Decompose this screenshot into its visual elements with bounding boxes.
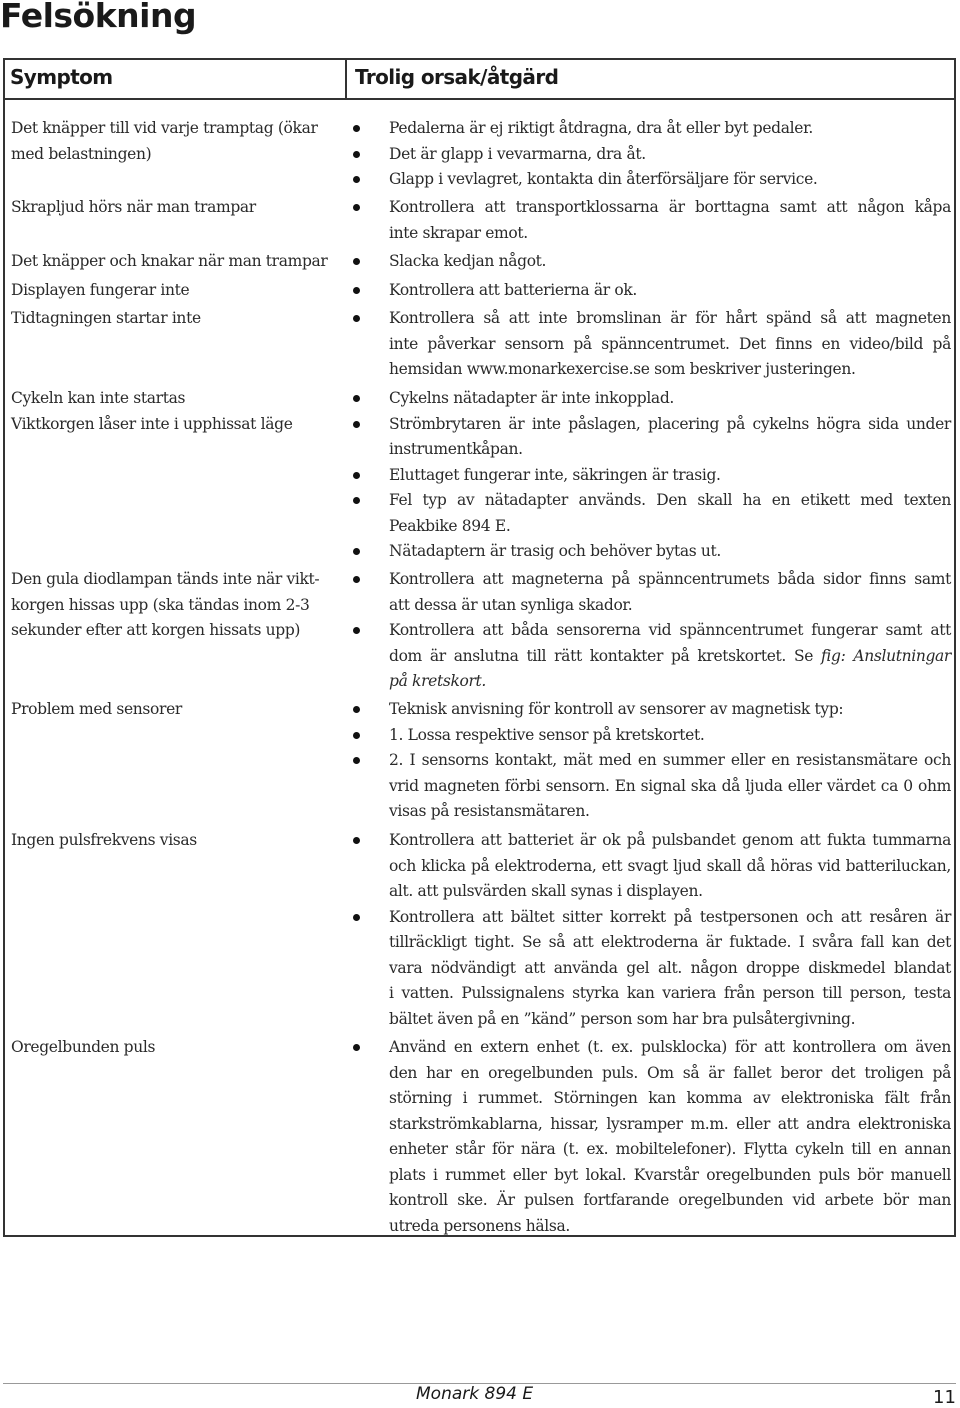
- symptom-cell: [11, 195, 346, 221]
- symptom-line: Viktkorgen låser inte i upphissat läge: [11, 414, 293, 433]
- symptom-cell: [11, 567, 346, 644]
- cause-line: vrid magneten förbi sensorn. En signal ska då ljuda eller värdet ca 0 ohm: [389, 776, 951, 795]
- cause-text: [389, 463, 951, 489]
- cause-line: utreda personens hälsa.: [389, 1216, 570, 1235]
- cause-text: [389, 539, 951, 565]
- cause-line: Nätadaptern är trasig och behöver bytas ut.: [389, 542, 722, 560]
- cause-line: att dessa är utan synliga skador.: [389, 595, 633, 614]
- symptom-line: korgen hissas upp (ska tändas inom 2-3: [11, 595, 310, 614]
- cause-line: hemsidan www.monarkexercise.se som beskriver justeringen.: [389, 360, 856, 378]
- bullet-icon: [353, 287, 360, 294]
- symptom-line: Cykeln kan inte startas: [11, 389, 186, 407]
- symptom-line: Problem med sensorer: [11, 700, 182, 718]
- cause-line: starkströmkablarna, hissar, lysramper m.m. eller att andra elektroniska: [389, 1114, 951, 1133]
- cause-line: inte påverkar sensorn på spänncentrumet. Det finns en video/bild på: [389, 334, 951, 353]
- bullet-icon: [353, 176, 360, 183]
- cause-line: störning i rummet. Störningen kan komma av elektroniska fält från: [389, 1089, 951, 1107]
- cause-line: Använd en extern enhet (t. ex. pulsklocka) för att kontrollera om även: [389, 1038, 951, 1056]
- bullet-icon: [353, 315, 360, 322]
- bullet-icon: [353, 472, 360, 479]
- footer-title: Monark 894 E: [416, 1384, 534, 1404]
- symptom-line: Displayen fungerar inte: [11, 281, 190, 299]
- cause-line: i vatten. Pulssignalens styrka kan variera från person till person, testa: [389, 984, 951, 1002]
- cause-line: Kontrollera att batteriet är ok på pulsbandet genom att fukta tummarna: [389, 831, 951, 849]
- cause-text: [389, 723, 951, 749]
- bullet-icon: [353, 627, 360, 634]
- cause-line: Kontrollera att batterierna är ok.: [389, 281, 637, 299]
- symptom-cell: [11, 278, 346, 304]
- bullet-icon: [353, 757, 360, 764]
- bullet-icon: [353, 395, 360, 402]
- cause-line: Kontrollera att båda sensorerna vid spänncentrumet fungerar samt att: [389, 621, 951, 639]
- bullet-icon: [353, 1044, 360, 1051]
- page-number: 11: [933, 1387, 956, 1408]
- cause-line: 2. I sensorns kontakt, mät med en summer eller en resistansmätare och: [389, 751, 951, 769]
- symptom-line: sekunder efter att korgen hissats upp): [11, 621, 301, 639]
- cause-line: den har en oregelbunden puls. Om så är fallet beror det troligen på: [389, 1063, 951, 1082]
- bullet-icon: [353, 914, 360, 921]
- cause-text: [389, 249, 951, 275]
- cause-line: visas på resistansmätaren.: [389, 802, 590, 820]
- symptom-line: Ingen pulsfrekvens visas: [11, 831, 197, 849]
- cause-text: [389, 905, 951, 1033]
- symptom-line: Tidtagningen startar inte: [11, 309, 201, 327]
- cause-text: [389, 278, 951, 304]
- cause-line: Peakbike 894 E.: [389, 516, 511, 535]
- cause-line: bältet även på en ”känd” person som har bra pulsåtergivning.: [389, 1009, 856, 1028]
- cause-text: [389, 567, 951, 618]
- cause-text: [389, 618, 951, 695]
- cause-text: [389, 386, 951, 412]
- symptom-line: med belastningen): [11, 144, 152, 163]
- cause-text: [389, 697, 951, 723]
- cause-line: tillräckligt tight. Se så att elektroderna är fuktade. I svåra fall kan det: [389, 933, 951, 951]
- symptom-line: Det knäpper och knakar när man trampar: [11, 252, 328, 270]
- cause-line: Strömbrytaren är inte påslagen, placering på cykelns högra sida under: [389, 414, 951, 433]
- cause-text: [389, 195, 951, 246]
- bullet-icon: [353, 151, 360, 158]
- symptom-cell: [11, 249, 346, 275]
- symptom-cell: [11, 1035, 346, 1061]
- figure-reference: fig: Anslutningar: [821, 646, 951, 665]
- symptom-line: Det knäpper till vid varje tramptag (ökar: [11, 119, 318, 137]
- cause-line: inte skrapar emot.: [389, 223, 528, 242]
- bullet-icon: [353, 125, 360, 132]
- cause-line: kontroll ske. Är pulsen fortfarande oregelbunden vid arbete bör man: [389, 1191, 951, 1209]
- cause-line: Slacka kedjan något.: [389, 252, 547, 270]
- cause-text: [389, 116, 951, 142]
- cause-text: [389, 828, 951, 905]
- bullet-icon: [353, 576, 360, 583]
- cause-line: Kontrollera att bältet sitter korrekt på testpersonen och att resåren är: [389, 907, 951, 926]
- symptom-line: Skrapljud hörs när man trampar: [11, 198, 256, 216]
- cause-text: [389, 142, 951, 168]
- bullet-icon: [353, 497, 360, 504]
- cause-line: och klicka på elektroderna, ett svagt ljud skall då höras vid batteriluckan,: [389, 856, 951, 875]
- cause-line: Glapp i vevlagret, kontakta din återförsäljare för service.: [389, 170, 818, 188]
- cause-line: Kontrollera så att inte bromslinan är för hårt spänd så att magneten: [389, 309, 951, 327]
- cause-text: [389, 488, 951, 539]
- cause-line: Teknisk anvisning för kontroll av sensorer av magnetisk typ:: [389, 700, 844, 718]
- bullet-icon: [353, 548, 360, 555]
- symptom-cell: [11, 386, 346, 437]
- bullet-icon: [353, 421, 360, 428]
- cause-text: [389, 748, 951, 825]
- symptom-line: Den gula diodlampan tänds inte när vikt-: [11, 570, 320, 588]
- cause-line: Pedalerna är ej riktigt åtdragna, dra åt eller byt pedaler.: [389, 119, 814, 137]
- cause-line: Cykelns nätadapter är inte inkopplad.: [389, 389, 674, 407]
- cause-text: [389, 412, 951, 463]
- bullet-icon: [353, 204, 360, 211]
- symptom-cell: [11, 116, 346, 167]
- cause-line: plats i rummet eller byt lokal. Kvarstår oregelbunden puls bör manuell: [389, 1165, 951, 1184]
- cause-line: enheter står för nära (t. ex. mobiltelefoner). Flytta cykeln till en annan: [389, 1140, 951, 1158]
- figure-reference: på kretskort.: [389, 672, 486, 690]
- cause-line: dom är anslutna till rätt kontakter på kretskortet. Se fig: Anslutningar: [389, 646, 951, 665]
- bullet-icon: [353, 706, 360, 713]
- header-divider: [345, 58, 347, 100]
- symptom-cell: [11, 697, 346, 723]
- cause-line: 1. Lossa respektive sensor på kretskortet.: [389, 725, 705, 744]
- cause-line: instrumentkåpan.: [389, 440, 523, 458]
- header-symptom: Symptom: [10, 65, 113, 89]
- cause-line: Fel typ av nätadapter används. Den skall ha en etikett med texten: [389, 491, 951, 509]
- cause-text: [389, 167, 951, 193]
- bullet-icon: [353, 837, 360, 844]
- cause-line: vara nödvändigt att använda gel alt. någon droppe diskmedel blandat: [389, 958, 951, 977]
- cause-line: Det är glapp i vevarmarna, dra åt.: [389, 144, 646, 163]
- cause-line: alt. att pulsvärden skall synas i displayen.: [389, 882, 703, 900]
- cause-text: [389, 306, 951, 383]
- table-header: [3, 58, 956, 100]
- header-cause: Trolig orsak/åtgärd: [355, 65, 559, 89]
- symptom-cell: [11, 306, 346, 332]
- cause-text: [389, 1035, 951, 1239]
- cause-line: Eluttaget fungerar inte, säkringen är trasig.: [389, 465, 721, 484]
- bullet-icon: [353, 258, 360, 265]
- cause-line: Kontrollera att magneterna på spänncentrumets båda sidor finns samt: [389, 570, 951, 588]
- page-title: Felsökning: [0, 0, 197, 35]
- cause-line: Kontrollera att transportklossarna är borttagna samt att någon kåpa: [389, 198, 951, 216]
- symptom-line: Oregelbunden puls: [11, 1038, 156, 1056]
- symptom-cell: [11, 828, 346, 854]
- bullet-icon: [353, 732, 360, 739]
